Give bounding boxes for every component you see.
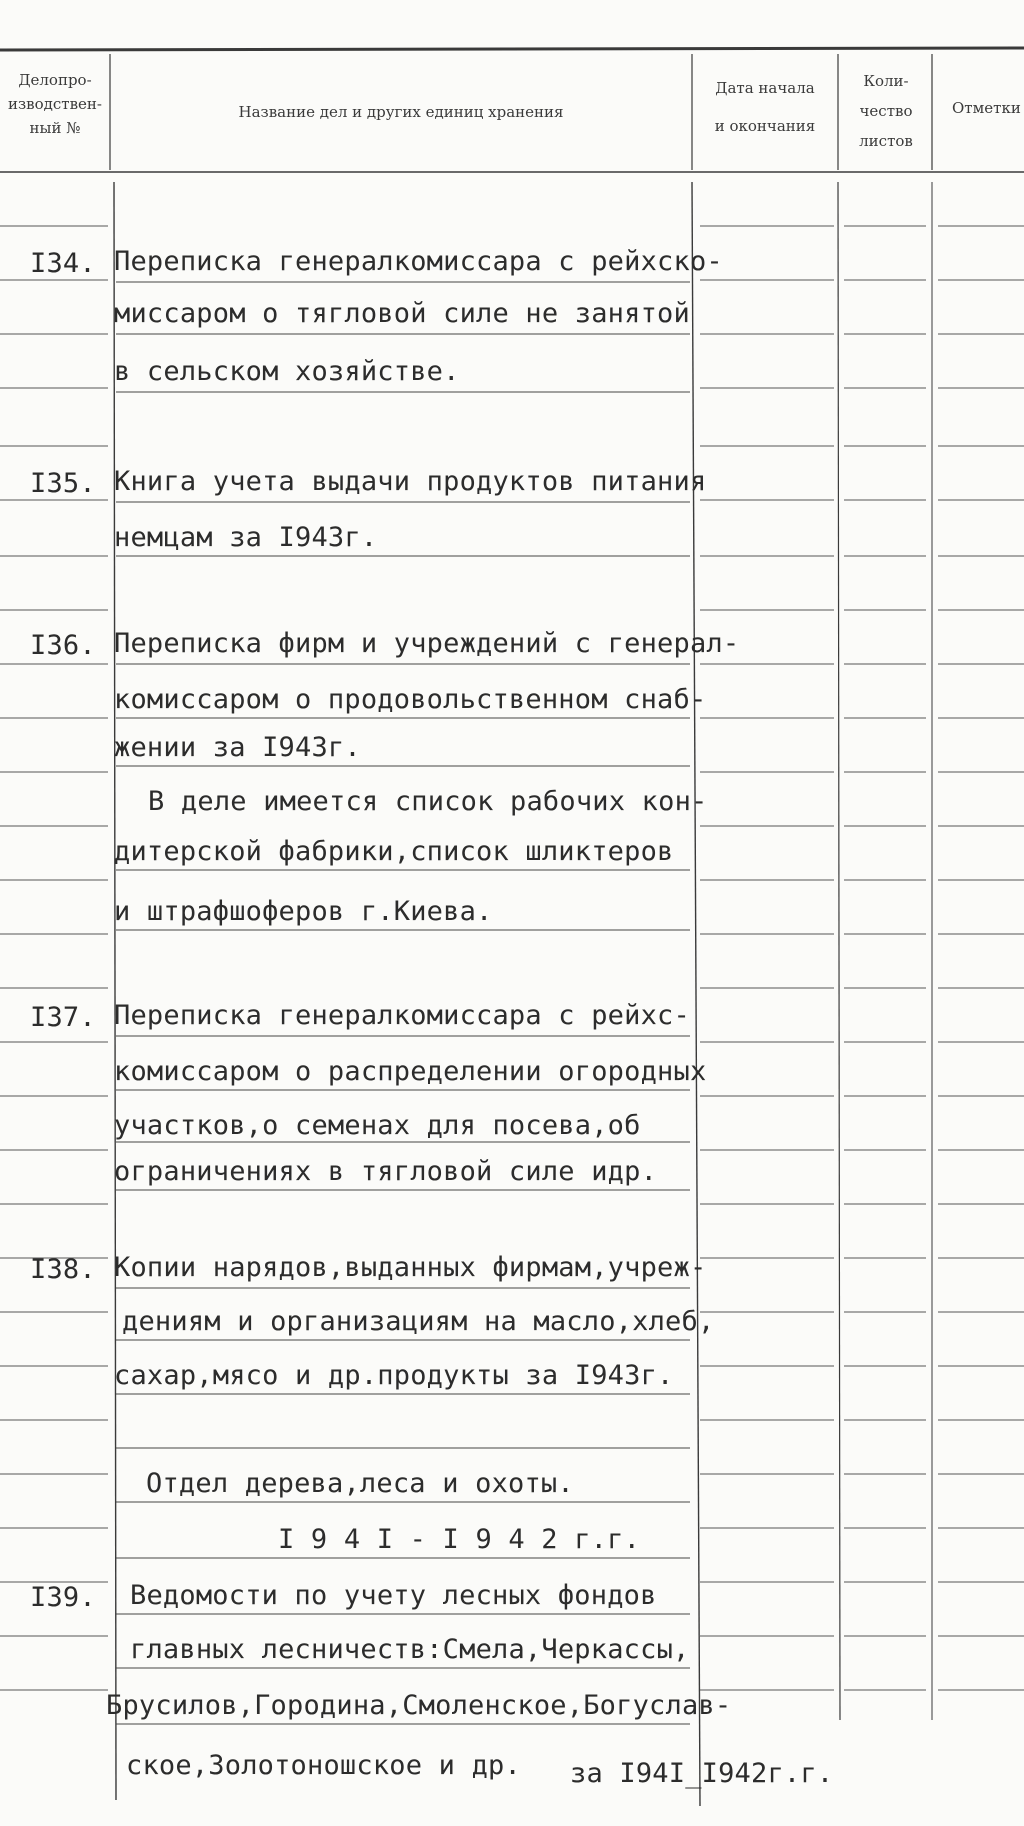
entry-line: немцам за I943г.: [114, 522, 378, 553]
column-divider-dates: [692, 182, 700, 1806]
entry-line: ское,Золотоношское и др.: [126, 1750, 521, 1781]
header-dates-column: [692, 76, 838, 138]
header-sheets-line: чество: [859, 102, 913, 120]
entry-line: Копии нарядов,выданных фирмам,учреж-: [114, 1252, 707, 1283]
header-sheets-line: листов: [859, 132, 913, 150]
header-dates-line: и окончания: [714, 117, 816, 135]
header-number-line: изводствен-: [8, 95, 102, 113]
entry-line: Переписка фирм и учреждений с генерал-: [114, 628, 740, 659]
entry-line: миссаром о тягловой силе не занятой: [114, 298, 690, 329]
entry-note-line: дитерской фабрики,список шликтеров: [114, 836, 674, 867]
entry-line: в сельском хозяйстве.: [114, 356, 460, 387]
entry-number: I37.: [30, 1002, 96, 1033]
entry-note-line: В деле имеется список рабочих кон-: [148, 786, 708, 817]
entry-number: I36.: [30, 630, 96, 661]
header-dates-line: Дата начала: [715, 79, 815, 97]
column-divider-sheets: [838, 182, 840, 1720]
section-title: Отдел дерева,леса и охоты.: [146, 1468, 574, 1499]
entry-line: Книга учета выдачи продуктов питания: [114, 466, 707, 497]
entry-number: I34.: [30, 248, 96, 279]
entry-line: главных лесничеств:Смела,Черкассы,: [130, 1634, 690, 1665]
entry-line: Ведомости по учету лесных фондов: [130, 1580, 657, 1611]
entry-line: дениям и организациям на масло,хлеб,: [122, 1306, 715, 1337]
top-rule: [0, 48, 1024, 50]
header-number-column: [0, 68, 110, 140]
entry-line: Переписка генералкомиссара с рейхс-: [114, 1000, 690, 1031]
entry-number: I38.: [30, 1254, 96, 1285]
header-notes-column: Отметки: [952, 99, 1021, 117]
entry-line: сахар,мясо и др.продукты за I943г.: [114, 1360, 674, 1391]
entry-line: комиссаром о продовольственном снаб-: [114, 684, 707, 715]
entry-note-line: и штрафшоферов г.Киева.: [114, 896, 493, 927]
entry-number: I39.: [30, 1582, 96, 1613]
entry-date-tail: за I94I_I942г.г.: [570, 1758, 834, 1789]
entry-line: жении за I943г.: [114, 732, 361, 763]
header-number-line: ный №: [29, 119, 81, 137]
entry-line: ограничениях в тягловой силе идр.: [114, 1156, 658, 1187]
section-period: I 9 4 I - I 9 4 2 г.г.: [278, 1524, 641, 1555]
entry-line: Брусилов,Городина,Смоленское,Богуслав-: [106, 1690, 732, 1721]
entry-number: I35.: [30, 468, 96, 499]
entry-line: комиссаром о распределении огородных: [114, 1056, 707, 1087]
entry-line: Переписка генералкомиссара с рейхско-: [114, 246, 723, 277]
header-sheets-column: [840, 66, 932, 156]
header-number-line: Делопро-: [18, 71, 92, 89]
column-divider-title: [114, 182, 116, 1800]
header-title-column: Название дел и других единиц хранения: [238, 103, 564, 121]
header-sheets-line: Коли-: [863, 72, 909, 90]
entry-line: участков,о семенах для посева,об: [114, 1110, 641, 1141]
